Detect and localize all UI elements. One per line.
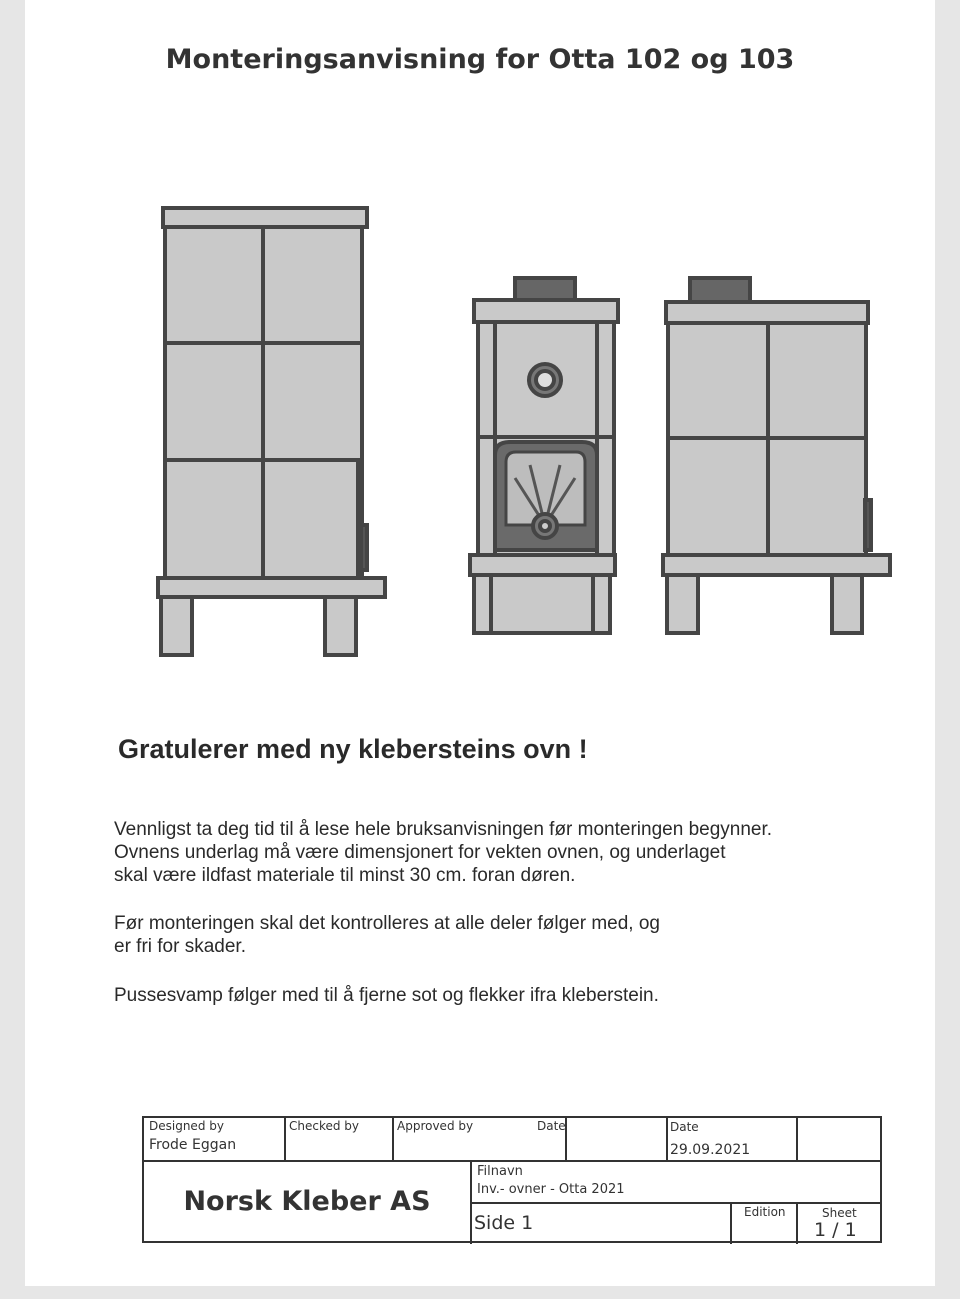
- text-line: Ovnens underlag må være dimensjonert for vekten ovnen, og underlaget: [114, 842, 726, 863]
- company-name: Norsk Kleber AS: [183, 1186, 431, 1217]
- text-line: er fri for skader.: [114, 936, 246, 957]
- title-block: [142, 1116, 882, 1243]
- date-value: 29.09.2021: [670, 1142, 751, 1158]
- paragraph-2: [114, 912, 660, 958]
- greeting-heading: Gratulerer med ny klebersteins ovn !: [118, 734, 588, 764]
- sheet-label: Sheet: [822, 1206, 857, 1220]
- text-line: Før monteringen skal det kontrolleres at alle deler følger med, og: [114, 913, 660, 934]
- stove-side-view: [663, 278, 890, 633]
- paragraph-3: [114, 984, 659, 1007]
- paragraph-1: [114, 818, 772, 887]
- page-label: Side 1: [474, 1212, 534, 1234]
- date-label-1: Date: [537, 1119, 566, 1133]
- sheet-value: 1 / 1: [814, 1219, 857, 1241]
- text-line: skal være ildfast materiale til minst 30 cm. foran døren.: [114, 865, 576, 886]
- designed-by-value: Frode Eggan: [149, 1137, 237, 1153]
- text-line: Vennligst ta deg tid til å lese hele bruksanvisningen før monteringen begynner.: [114, 819, 773, 840]
- filename-value: Inv.- ovner - Otta 2021: [477, 1182, 625, 1197]
- stove-front-view: [470, 278, 618, 633]
- date-label-2: Date: [670, 1120, 699, 1134]
- page-title: Monteringsanvisning for Otta 102 og 103: [165, 44, 795, 75]
- designed-by-label: Designed by: [149, 1119, 224, 1133]
- stove-side-view-tall: [158, 208, 385, 655]
- checked-by-label: Checked by: [289, 1119, 360, 1133]
- edition-label: Edition: [744, 1205, 786, 1219]
- text-line: Pussesvamp følger med til å fjerne sot og flekker ifra kleberstein.: [114, 985, 659, 1006]
- filename-label: Filnavn: [477, 1164, 523, 1179]
- approved-by-label: Approved by: [397, 1119, 474, 1133]
